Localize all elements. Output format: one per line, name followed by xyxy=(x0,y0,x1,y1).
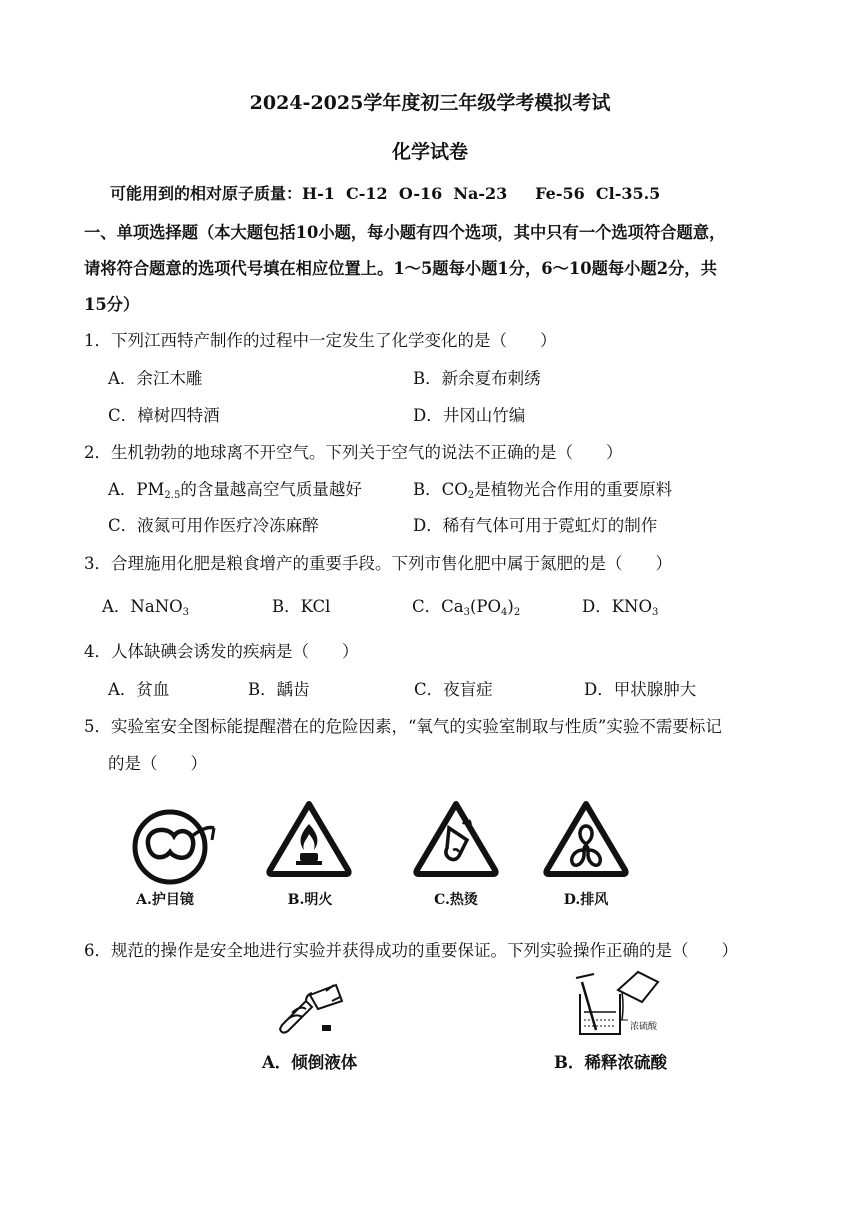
section-heading-line3: 15分） xyxy=(84,295,140,314)
section-heading-line2: 请将符合题意的选项代号填在相应位置上。1～5题每小题1分，6～10题每小题2分，共 xyxy=(84,259,717,278)
q6-figure-a-label: A．倾倒液体 xyxy=(262,1053,358,1072)
q1-option-a: A．余江木雕 xyxy=(108,369,203,388)
q4-option-c: C．夜盲症 xyxy=(414,680,493,699)
exhaust-fan-icon xyxy=(541,798,631,878)
pouring-liquid-figure xyxy=(276,975,366,1035)
atomic-mass-h: H-1 xyxy=(302,184,335,203)
q4-stem: 4．人体缺碘会诱发的疾病是（ ） xyxy=(84,642,359,661)
q3-option-c: C．$Ca_3(PO_4)_2$ xyxy=(412,597,521,618)
q5-icon-b-label: B.明火 xyxy=(287,892,333,908)
q2-option-d: D．稀有气体可用于霓虹灯的制作 xyxy=(413,516,658,535)
section-heading-line1: 一、单项选择题（本大题包括10小题，每小题有四个选项，其中只有一个选项符合题意， xyxy=(84,223,726,242)
atomic-mass-line xyxy=(110,181,660,204)
hot-surface-icon xyxy=(411,798,501,878)
q4-option-b: B．龋齿 xyxy=(248,680,310,699)
q3-option-a: A．NaNO$_3$ xyxy=(102,597,190,618)
atomic-mass-cl: Cl-35.5 xyxy=(595,184,661,203)
q1-option-b: B．新余夏布刺绣 xyxy=(413,369,541,388)
q2-option-c: C．液氮可用作医疗冷冻麻醉 xyxy=(108,516,319,535)
q5-icon-d-label: D.排风 xyxy=(563,892,609,908)
q5-icon-c-label: C.热烫 xyxy=(434,892,478,908)
q3-stem: 3．合理施用化肥是粮食增产的重要手段。下列市售化肥中属于氮肥的是（ ） xyxy=(84,554,672,573)
q4-option-d: D．甲状腺肿大 xyxy=(584,680,697,699)
q3-option-d: D．$KNO_3$ xyxy=(582,597,659,618)
q3-option-b: B．KCl xyxy=(272,597,331,616)
atomic-mass-c: C-12 xyxy=(346,184,388,203)
atomic-mass-label: 可能用到的相对原子质量： xyxy=(110,184,303,203)
goggles-icon xyxy=(128,806,218,886)
exam-title: 2024-2025学年度初三年级学考模拟考试 xyxy=(249,92,611,114)
q2-option-a: A．$PM_{2.5}$的含量越高空气质量越好 xyxy=(108,480,362,501)
q5-stem-line1: 5．实验室安全图标能提醒潜在的危险因素，“氧气的实验室制取与性质”实验不需要标记 xyxy=(84,717,722,736)
q1-option-c: C．樟树四特酒 xyxy=(108,406,220,425)
q4-option-a: A．贫血 xyxy=(108,680,170,699)
open-flame-icon xyxy=(264,798,354,878)
q5-icon-a-label: A.护目镜 xyxy=(136,892,194,908)
paper-subtitle: 化学试卷 xyxy=(391,141,468,163)
q1-option-d: D．井冈山竹编 xyxy=(413,406,526,425)
atomic-mass-na: Na-23 xyxy=(453,184,508,203)
q6-stem: 6．规范的操作是安全地进行实验并获得成功的重要保证。下列实验操作正确的是（ ） xyxy=(84,941,738,960)
atomic-mass-o: O-16 xyxy=(398,184,443,203)
q2-stem: 2．生机勃勃的地球离不开空气。下列关于空气的说法不正确的是（ ） xyxy=(84,443,623,462)
q2-option-b: B．$CO_2$是植物光合作用的重要原料 xyxy=(413,480,673,501)
q6-figure-b-label: B．稀释浓硫酸 xyxy=(554,1053,667,1072)
q1-stem: 1．下列江西特产制作的过程中一定发生了化学变化的是（ ） xyxy=(84,331,557,350)
atomic-mass-fe: Fe-56 xyxy=(535,184,585,203)
q5-stem-line2: 的是（ ） xyxy=(108,754,207,773)
q6-figure-b-annotation: 浓硫酸 xyxy=(630,1022,658,1032)
